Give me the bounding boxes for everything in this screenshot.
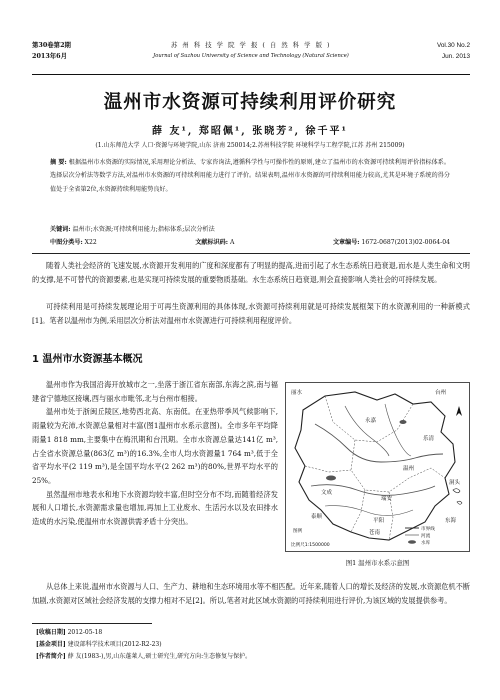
- journal-name-cn: 苏 州 科 技 学 院 学 报 ( 自 然 科 学 版 ): [170, 41, 331, 49]
- classification-row: [50, 237, 450, 246]
- water-system-map: [285, 382, 470, 552]
- journal-date-cn: 2013年6月: [32, 52, 68, 60]
- footnote-funding: [基金项目] 建设部科学技术项目(2012-R2-23): [36, 641, 162, 648]
- abstract-label: 摘 要:: [50, 159, 67, 166]
- journal-name-en: Journal of Suzhou University of Science and Technology (Natural Science): [153, 53, 349, 59]
- section-paragraph: 温州市作为我国沿海开放城市之一,坐落于浙江省东南部,东海之滨,南与福建省宁德地区接壤,西与丽水市毗邻,北与台州市相接。: [32, 380, 278, 403]
- north-arrow-icon: [456, 406, 462, 416]
- journal-volume-en: Vol.30 No.2: [436, 42, 470, 49]
- article-number-label: 文章编号:: [332, 239, 360, 246]
- map-label: 东海: [445, 518, 457, 524]
- abstract-text: 根据温州市水资源的实际情况,采用理论分析法、专家咨询法,遵循科学性与可操作性的原则,建立了温州市的水资源可持续利用评价指标体系。选择层次分析法等数学方法,对温州市水资源的可持续利用能力进行了评价。结果表明,温州市水资源的可持续利用能力较高,尤其是环境子系统的得分值处于全省第2位,水资源持续利用能势良好。: [50, 159, 451, 193]
- map-label: 温州: [403, 466, 415, 472]
- keywords-text: 温州市;水资源;可持续利用能力;指标体系;层次分析法: [72, 226, 215, 233]
- map-label: 乐清: [423, 436, 435, 442]
- map-label: 瑞安: [381, 496, 393, 502]
- intro-paragraph-2: 可持续利用是可持续发展理论用于可再生资源利用的具体体现,水资源可持续利用就是可持续发展框架下的水资源利用的一种新模式[1]。笔者以温州市为例,采用层次分析法对温州市水资源进行可持续利用程度评价。: [32, 302, 470, 325]
- map-label: 文成: [321, 490, 333, 496]
- map-label: 泰顺: [311, 514, 323, 520]
- journal-volume-cn: 第30卷第2期: [32, 41, 71, 49]
- reservoir: [400, 420, 407, 424]
- map-label: 台州: [435, 390, 447, 396]
- legend-river: 河流: [421, 534, 431, 539]
- footnote-author: [作者简介] 薛 友(1983-),男,山东蓬莱人,硕士研究生,研究方向:生态修复与保护。: [36, 653, 252, 660]
- paper-authors: 薛 友¹, 郑昭佩¹, 张晓芳², 徐千平¹: [152, 126, 348, 137]
- footnote-received: [收稿日期] 2012-05-18: [36, 629, 103, 636]
- abstract: [50, 156, 450, 196]
- keywords: [50, 223, 450, 236]
- summary-paragraph: 从总体上来说,温州市水资源与人口、生产力、耕地和生态环境用水等不相匹配。近年来,随着人口的增长及经济的发展,水资源危机不断加剧,水资源对区域社会经济发展的支撑力相对不足[2]。所以,笔者对此区域水资源的可持续利用进行评价,为该区域的发展提供参考。: [32, 582, 470, 605]
- map-label: 苍南: [369, 530, 381, 536]
- footnote-rule: [32, 623, 152, 624]
- map-legend-title: 图例: [293, 529, 303, 534]
- map-label: 平阳: [373, 518, 385, 524]
- river: [385, 404, 411, 456]
- map-scale: 比例尺1:1500000: [291, 543, 330, 548]
- keywords-label: 关键词:: [50, 226, 71, 233]
- clc-value: X22: [84, 239, 97, 246]
- paper-affiliation: (1.山东师范大学 人口·资源与环境学院,山东 济南 250014;2.苏州科技学院 环境科学与工程学院,江苏 苏州 215009): [95, 142, 405, 149]
- reservoir: [326, 476, 336, 481]
- map-label: 丽水: [291, 390, 303, 396]
- header-rule: [32, 74, 470, 75]
- river: [315, 424, 443, 462]
- section-body: [32, 378, 278, 529]
- figure-caption: 图1 温州市水系示意图: [345, 559, 410, 567]
- clc-label: 中图分类号:: [50, 239, 83, 246]
- intro-paragraph-1: 随着人类社会经济的飞速发展,水资源开发利用的广度和深度都有了明显的提高,进而引起了水生态系统日趋衰退,而水是人类生命和文明的支撑,是不可替代的资源要素,也是实现可持续发展的重要物质基础。水生态系统日趋衰退,则会直接影响人类社会的可持续发展。: [32, 261, 470, 284]
- map-label: 永嘉: [365, 418, 377, 424]
- map-label: 洞头: [449, 480, 461, 486]
- river: [345, 406, 389, 456]
- section-paragraph: 温州市处于浙闽丘陵区,地势西北高、东南低。在亚热带季风气候影响下,雨量较为充沛,水资源总量相对丰富(图1温州市水系示意图)。全市多年平均降雨量1 818 mm,主要集中在梅汛期和台汛期。全市水资源总量达141亿 m³,占全省水资源总量(863亿 m³)的16.3%,全市人均水资源量1 764 m³,低于全省平均水平(2 119 m³),是全国平均水平(2 262 m³)的80%,世界平均水平的25%。: [32, 407, 278, 485]
- doc-code-value: A: [229, 239, 235, 246]
- article-number-value: 1672-0687(2013)02-0064-04: [361, 239, 450, 246]
- section-paragraph: 虽然温州市地表水和地下水资源均较丰富,但时空分布不均,而随着经济发展和人口增长,水资源需求量也增加,再加上工业废水、生活污水以及农田排水造成的水污染,使温州市水资源供需矛盾十分突出。: [32, 489, 278, 527]
- legend-boundary: 市界线: [421, 527, 435, 532]
- journal-date-en: Jun. 2013: [441, 53, 470, 60]
- doc-code-label: 文献标识码:: [195, 239, 229, 246]
- abstract-rule: [32, 253, 470, 254]
- river: [325, 506, 413, 516]
- paper-title: 温州市水资源可持续利用评价研究: [103, 92, 397, 113]
- section-heading: 1 温州市水资源基本概况: [32, 354, 143, 365]
- legend-reservoir: 水库: [421, 541, 431, 546]
